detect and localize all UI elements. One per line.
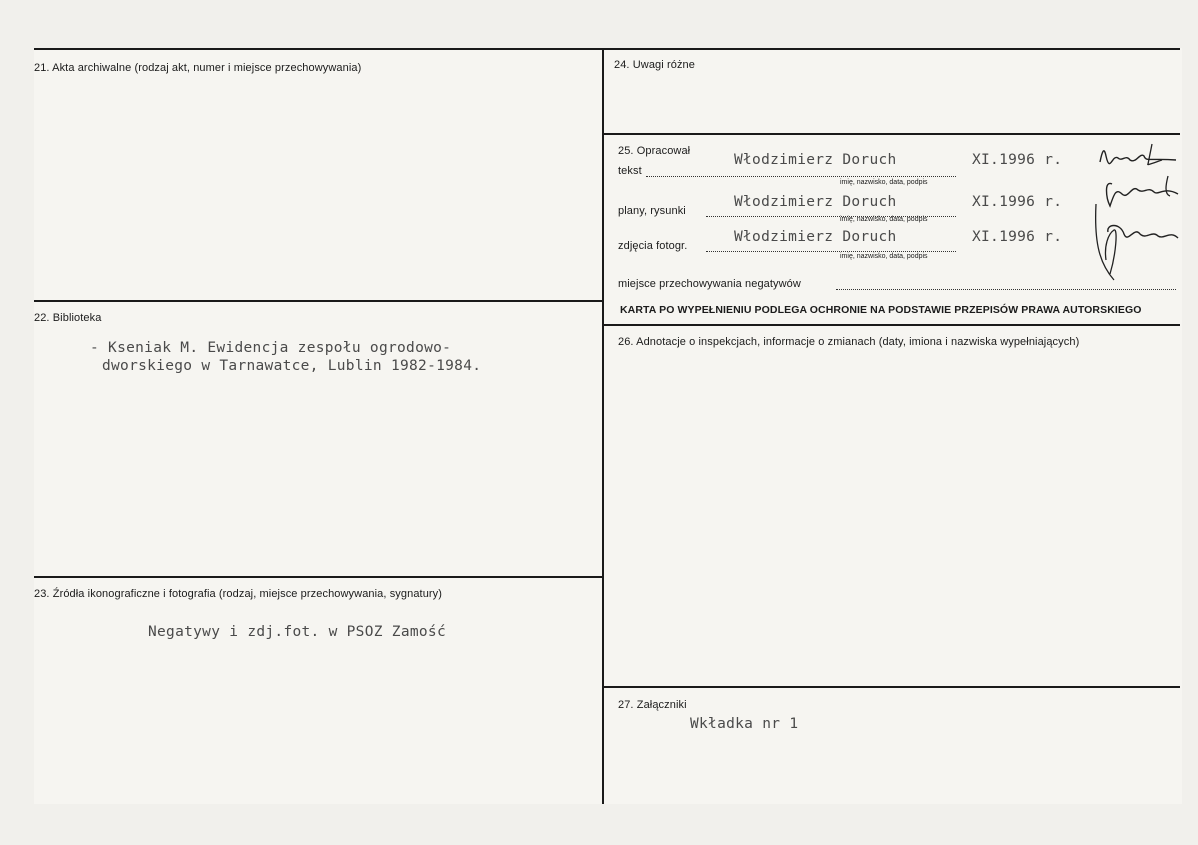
copyright-notice: KARTA PO WYPEŁNIENIU PODLEGA OCHRONIE NA PODSTAWIE PRZEPISÓW PRAWA AUTORSKIEGO: [620, 304, 1142, 316]
column-divider: [602, 48, 604, 804]
section-25-label: 25. Opracował: [618, 145, 691, 157]
text-author-hint: imię, nazwisko, data, podpis: [840, 179, 928, 186]
photos-author-name: Włodzimierz Doruch: [734, 229, 897, 245]
section-26-label: 26. Adnotacje o inspekcjach, informacje o zmianach (daty, imiona i nazwiska wypełniających): [618, 336, 1080, 348]
plans-author-date: XI.1996 r.: [972, 194, 1063, 210]
photos-author-line: [706, 251, 956, 252]
attachments-entry: Wkładka nr 1: [690, 716, 799, 732]
iconography-entry: Negatywy i zdj.fot. w PSOZ Zamość: [148, 624, 446, 640]
plans-author-label: plany, rysunki: [618, 205, 686, 217]
section-23-label: 23. Źródła ikonograficzne i fotografia (rodzaj, miejsce przechowywania, sygnatury): [34, 588, 443, 600]
photos-author-label: zdjęcia fotogr.: [618, 240, 688, 252]
negatives-location-label: miejsce przechowywania negatywów: [618, 278, 801, 290]
divider-25-26: [602, 324, 1180, 326]
text-author-label: tekst: [618, 165, 642, 177]
text-author-name: Włodzimierz Doruch: [734, 152, 897, 168]
divider-21-22: [34, 300, 604, 302]
photos-author-date: XI.1996 r.: [972, 229, 1063, 245]
text-author-date: XI.1996 r.: [972, 152, 1063, 168]
section-27-label: 27. Załączniki: [618, 699, 687, 711]
handwritten-signatures: [1086, 134, 1180, 284]
plans-author-name: Włodzimierz Doruch: [734, 194, 897, 210]
library-entry-line-1: - Kseniak M. Ewidencja zespołu ogrodowo-: [90, 340, 452, 356]
top-border: [34, 48, 1180, 50]
plans-author-hint: imię, nazwisko, data, podpis: [840, 216, 928, 223]
divider-26-27: [602, 686, 1180, 688]
text-author-line: [646, 176, 956, 177]
heritage-record-form: [34, 48, 1182, 804]
library-entry-line-2: dworskiego w Tarnawatce, Lublin 1982-1984.: [102, 358, 482, 374]
section-24-label: 24. Uwagi różne: [614, 59, 695, 71]
negatives-location-line: [836, 289, 1176, 290]
photos-author-hint: imię, nazwisko, data, podpis: [840, 253, 928, 260]
section-22-label: 22. Biblioteka: [34, 312, 102, 324]
divider-22-23: [34, 576, 604, 578]
section-21-label: 21. Akta archiwalne (rodzaj akt, numer i miejsce przechowywania): [34, 62, 362, 74]
